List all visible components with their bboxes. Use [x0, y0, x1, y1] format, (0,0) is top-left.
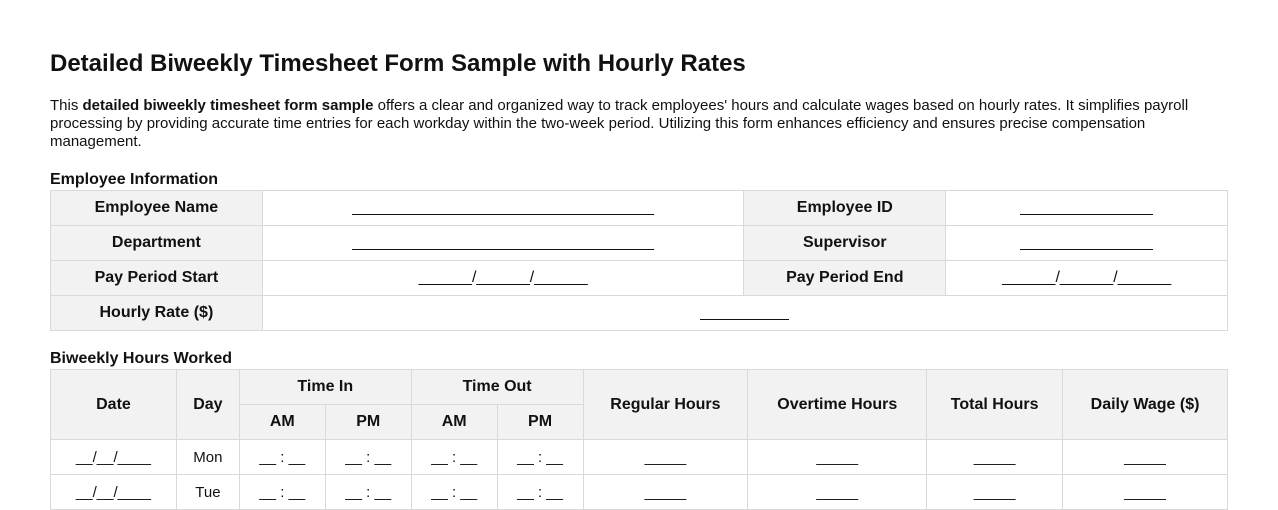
supervisor-label: Supervisor [744, 226, 946, 261]
employee-id-label: Employee ID [744, 191, 946, 226]
hours-worked-table [50, 369, 1228, 510]
col-header-total-hours: Total Hours [927, 370, 1063, 440]
pay-period-start-field[interactable]: ______/______/______ [262, 261, 744, 296]
intro-rest: offers a clear and organized way to track employees' hours and calculate wages based on hourly rates. It simplifies payroll processing by providing accurate time entries for each workday within the two-week period. Utilizing this form enhances efficiency and ensures precise compensation management. [50, 97, 1189, 150]
col-header-date: Date [51, 370, 177, 440]
total-hours-field[interactable]: _____ [927, 440, 1063, 475]
pay-period-end-field[interactable]: ______/______/______ [946, 261, 1228, 296]
department-label: Department [51, 226, 263, 261]
col-header-regular-hours: Regular Hours [583, 370, 748, 440]
header-row [51, 370, 1228, 405]
table-row [51, 191, 1228, 226]
table-row [51, 296, 1228, 331]
supervisor-field[interactable] [946, 226, 1228, 261]
table-row [51, 440, 1228, 475]
intro-paragraph [50, 97, 1230, 151]
col-header-time-in: Time In [239, 370, 411, 405]
time-out-am-field[interactable]: __ : __ [411, 475, 497, 510]
time-out-pm-field[interactable]: __ : __ [497, 440, 583, 475]
date-field[interactable]: __/__/____ [51, 440, 177, 475]
day-cell: Mon [176, 440, 239, 475]
time-out-pm-field[interactable]: __ : __ [497, 475, 583, 510]
col-header-time-out-pm: PM [497, 405, 583, 440]
table-row [51, 261, 1228, 296]
regular-hours-field[interactable]: _____ [583, 440, 748, 475]
time-out-am-field[interactable]: __ : __ [411, 440, 497, 475]
time-in-am-field[interactable]: __ : __ [239, 475, 325, 510]
col-header-time-out-am: AM [411, 405, 497, 440]
time-in-am-field[interactable]: __ : __ [239, 440, 325, 475]
hours-worked-title: Biweekly Hours Worked [50, 350, 232, 367]
table-row [51, 475, 1228, 510]
daily-wage-field[interactable]: _____ [1063, 475, 1228, 510]
col-header-daily-wage: Daily Wage ($) [1063, 370, 1228, 440]
col-header-time-in-am: AM [239, 405, 325, 440]
intro-bold: detailed biweekly timesheet form sample [82, 97, 374, 114]
page-title: Detailed Biweekly Timesheet Form Sample with Hourly Rates [50, 50, 746, 77]
pay-period-end-label: Pay Period End [744, 261, 946, 296]
col-header-overtime-hours: Overtime Hours [748, 370, 927, 440]
table-row [51, 226, 1228, 261]
overtime-hours-field[interactable]: _____ [748, 475, 927, 510]
time-in-pm-field[interactable]: __ : __ [325, 475, 411, 510]
hourly-rate-field[interactable] [262, 296, 1227, 331]
col-header-time-in-pm: PM [325, 405, 411, 440]
employee-info-title: Employee Information [50, 171, 219, 188]
daily-wage-field[interactable]: _____ [1063, 440, 1228, 475]
employee-info-table [50, 190, 1228, 331]
time-in-pm-field[interactable]: __ : __ [325, 440, 411, 475]
pay-period-start-label: Pay Period Start [51, 261, 263, 296]
employee-name-label: Employee Name [51, 191, 263, 226]
intro-prefix: This [50, 97, 83, 114]
employee-name-field[interactable] [262, 191, 744, 226]
total-hours-field[interactable]: _____ [927, 475, 1063, 510]
date-field[interactable]: __/__/____ [51, 475, 177, 510]
department-field[interactable] [262, 226, 744, 261]
day-cell: Tue [176, 475, 239, 510]
hourly-rate-label: Hourly Rate ($) [51, 296, 263, 331]
regular-hours-field[interactable]: _____ [583, 475, 748, 510]
employee-id-field[interactable] [946, 191, 1228, 226]
col-header-day: Day [176, 370, 239, 440]
col-header-time-out: Time Out [411, 370, 583, 405]
overtime-hours-field[interactable]: _____ [748, 440, 927, 475]
